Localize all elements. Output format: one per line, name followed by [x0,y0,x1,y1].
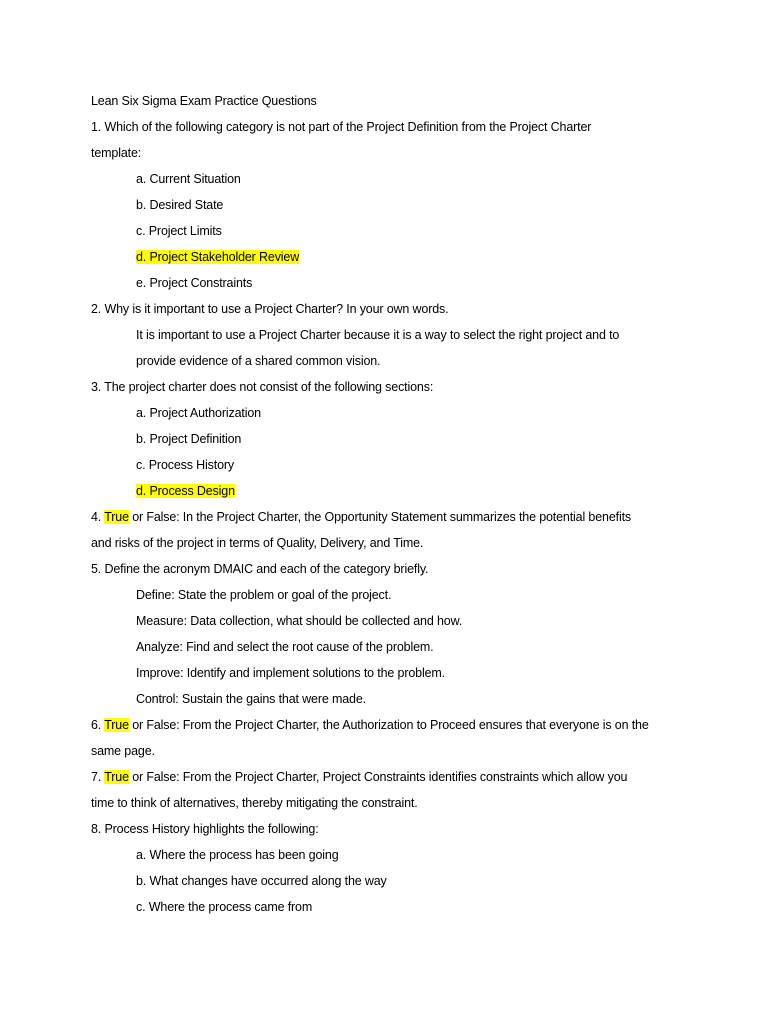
question-5-text: 5. Define the acronym DMAIC and each of the category briefly. [91,562,429,576]
question-7-text [91,769,627,785]
dmaic-analyze: Analyze: Find and select the root cause of the problem. [136,640,434,654]
question-3-text: 3. The project charter does not consist of the following sections: [91,380,434,394]
question-1-option-a: a. Current Situation [136,172,241,186]
question-8-option-c: c. Where the process came from [136,900,313,914]
question-6-statement: or False: From the Project Charter, the Authorization to Proceed ensures that everyone is on the [128,718,649,732]
question-1-option-b: b. Desired State [136,198,224,212]
question-3-option-a: a. Project Authorization [136,406,261,420]
question-2-answer: It is important to use a Project Charter because it is a way to select the right project and to [136,328,620,342]
question-6-number: 6. [91,718,105,732]
question-6-text-cont: same page. [91,744,155,758]
dmaic-measure: Measure: Data collection, what should be collected and how. [136,614,463,628]
question-7-number: 7. [91,770,105,784]
document-title: Lean Six Sigma Exam Practice Questions [91,94,317,108]
dmaic-define: Define: State the problem or goal of the project. [136,588,392,602]
question-8-text: 8. Process History highlights the following: [91,822,319,836]
question-4-statement: or False: In the Project Charter, the Opportunity Statement summarizes the potential benefits [128,510,632,524]
question-1-option-c: c. Project Limits [136,224,222,238]
question-8-option-b: b. What changes have occurred along the way [136,874,387,888]
question-6-text [91,717,649,733]
dmaic-control: Control: Sustain the gains that were made. [136,692,366,706]
question-4-number: 4. [91,510,105,524]
question-3-option-c: c. Process History [136,458,235,472]
question-1-option-e: e. Project Constraints [136,276,253,290]
question-4-text-cont: and risks of the project in terms of Quality, Delivery, and Time. [91,536,424,550]
question-1-option-d-highlighted: d. Project Stakeholder Review [136,250,300,264]
question-4-answer-highlighted: True [104,510,129,524]
question-4-text [91,509,631,525]
question-8-option-a: a. Where the process has been going [136,848,339,862]
question-2-text: 2. Why is it important to use a Project Charter? In your own words. [91,302,449,316]
question-1-text-cont: template: [91,146,142,160]
question-3-option-d-highlighted: d. Process Design [136,484,235,498]
question-1-text: 1. Which of the following category is not part of the Project Definition from the Project Charter [91,120,592,134]
question-7-statement: or False: From the Project Charter, Project Constraints identifies constraints which allow you [128,770,628,784]
question-2-answer-cont: provide evidence of a shared common vision. [136,354,381,368]
dmaic-improve: Improve: Identify and implement solutions to the problem. [136,666,445,680]
question-3-option-b: b. Project Definition [136,432,242,446]
question-6-answer-highlighted: True [104,718,129,732]
question-7-text-cont: time to think of alternatives, thereby mitigating the constraint. [91,796,418,810]
question-7-answer-highlighted: True [104,770,129,784]
